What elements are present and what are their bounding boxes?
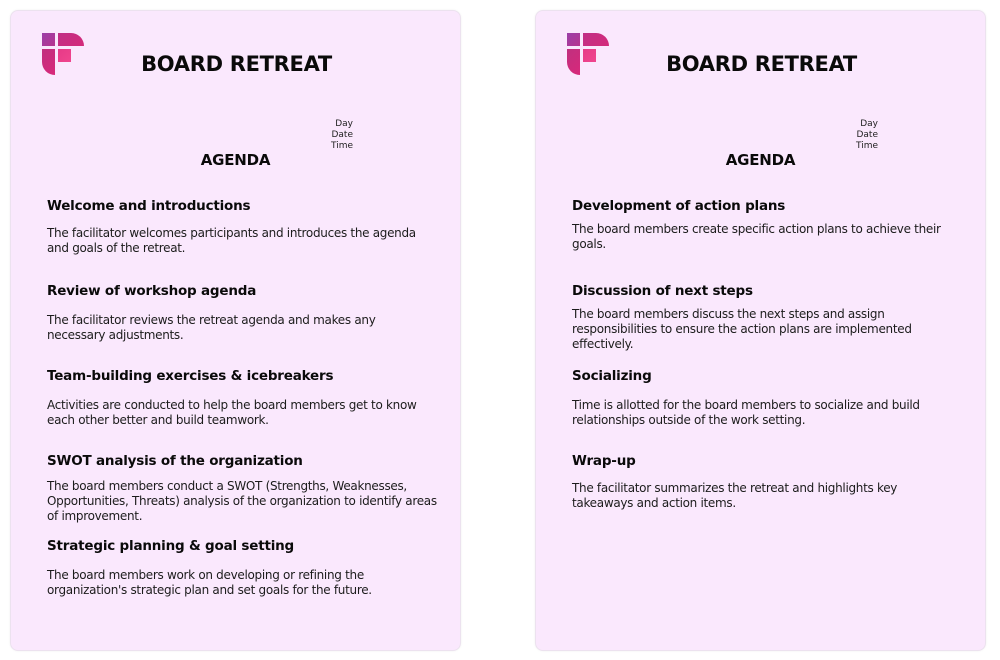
agenda-item-description: The board members work on developing or refining the organization's strategic plan and set goals for the future. [47,568,372,597]
meta-date: Date [856,130,878,140]
meta-time: Time [330,141,353,151]
agenda-item-title: Discussion of next steps [572,283,753,299]
agenda-item-title: Socializing [572,368,652,384]
agenda-heading [11,151,462,169]
agenda-item [47,368,427,428]
page-title: BOARD RETREAT [141,52,332,76]
logo-quadrant-top-left [42,33,55,46]
page-title: BOARD RETREAT [666,52,857,76]
agenda-item [47,538,397,598]
agenda-item [47,198,427,256]
agenda-item [572,283,957,352]
agenda-item-title: SWOT analysis of the organization [47,453,303,469]
agenda-page-2 [535,10,986,651]
agenda-item [572,453,952,511]
meta-time: Time [855,141,878,151]
agenda-item-title: Team-building exercises & icebreakers [47,368,334,384]
agenda-item-description: The facilitator welcomes participants and introduces the agenda and goals of the retreat. [47,226,416,255]
meta-day: Day [860,119,878,129]
agenda-heading-text: AGENDA [725,151,796,169]
event-meta [838,119,878,152]
agenda-item-description: The board members conduct a SWOT (Strengths, Weaknesses, Opportunities, Threats) analysis of the organization to identify areas of improvement. [47,479,437,523]
meta-date: Date [331,130,353,140]
agenda-item-description: The board members create specific action plans to achieve their goals. [572,222,941,251]
agenda-heading-text: AGENDA [200,151,271,169]
agenda-page-1 [10,10,461,651]
agenda-item [572,368,957,428]
agenda-item-title: Development of action plans [572,198,786,214]
logo-quadrant-top-right [583,33,609,46]
meta-day: Day [335,119,353,129]
agenda-item-description: Activities are conducted to help the board members get to know each other better and build teamwork. [47,398,417,427]
agenda-item-description: The facilitator reviews the retreat agenda and makes any necessary adjustments. [47,313,376,342]
agenda-item-description: The board members discuss the next steps and assign responsibilities to ensure the action plans are implemented effectively. [572,307,912,351]
agenda-item [47,283,427,343]
agenda-item [572,198,952,252]
agenda-item-title: Review of workshop agenda [47,283,257,299]
agenda-heading [536,151,987,169]
agenda-item-description: The facilitator summarizes the retreat and highlights key takeaways and action items. [572,481,898,510]
agenda-item-title: Wrap-up [572,453,636,469]
agenda-item-title: Welcome and introductions [47,198,251,214]
agenda-item-description: Time is allotted for the board members to socialize and build relationships outside of the work setting. [572,398,920,427]
logo-quadrant-top-left [567,33,580,46]
agenda-item-title: Strategic planning & goal setting [47,538,295,554]
logo-quadrant-top-right [58,33,84,46]
agenda-item [47,453,437,524]
event-meta [313,119,353,152]
